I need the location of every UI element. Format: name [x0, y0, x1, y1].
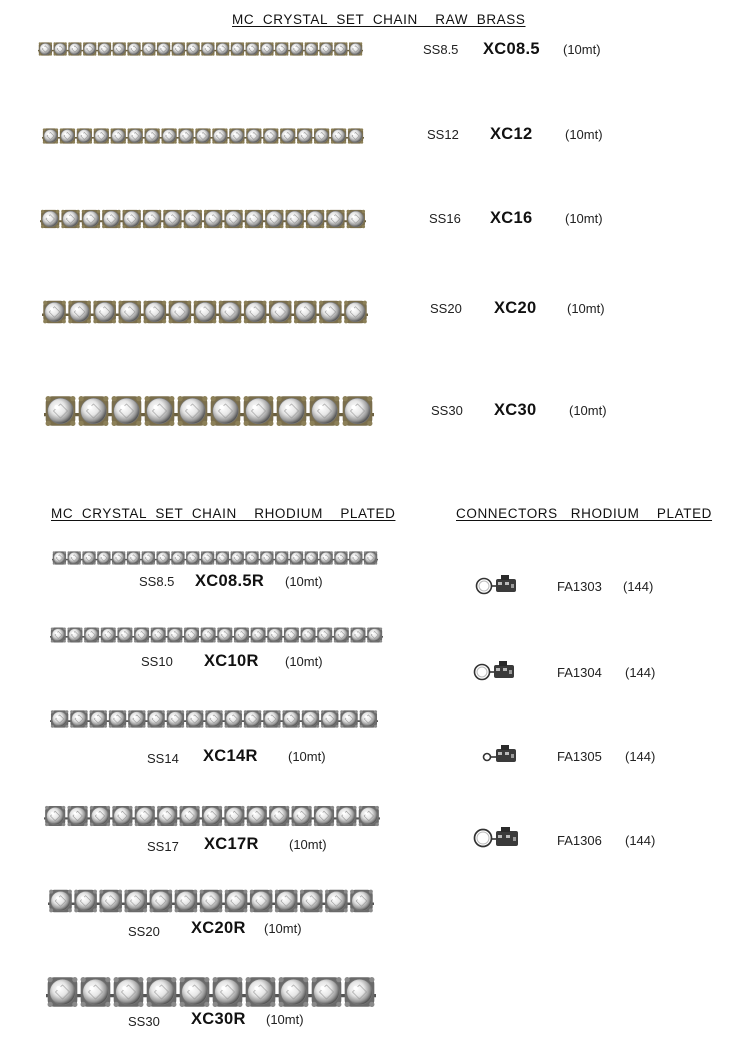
chain-image-xc10r [50, 623, 383, 647]
raw-brass-heading: MC CRYSTAL SET CHAIN RAW BRASS [232, 12, 526, 27]
chain-image-xc20r [48, 884, 374, 918]
chain-code-label: XC30 [494, 401, 537, 419]
connector-qty-label: (144) [625, 833, 656, 848]
connector-code-label: FA1306 [557, 833, 602, 848]
chain-size-label: SS12 [427, 127, 459, 142]
chain-image-xc17r [44, 800, 380, 832]
connector-qty-label: (144) [625, 665, 656, 680]
chain-image-xc30 [44, 390, 374, 432]
chain-size-label: SS14 [147, 751, 179, 766]
chain-qty-label: (10mt) [565, 127, 603, 142]
chain-size-label: SS8.5 [423, 42, 459, 57]
chain-image-xc08-5 [38, 38, 363, 60]
chain-qty-label: (10mt) [567, 301, 605, 316]
chain-size-label: SS30 [128, 1014, 160, 1029]
chain-image-xc12 [42, 123, 364, 149]
connector-clasp-icon [478, 742, 524, 768]
connector-code-label: FA1305 [557, 749, 602, 764]
connector-ring-icon [470, 824, 526, 852]
chain-qty-label: (10mt) [289, 837, 327, 852]
connector-ring-icon [470, 658, 522, 684]
chain-image-xc20 [42, 294, 368, 330]
chain-size-label: SS30 [431, 403, 463, 418]
chain-size-label: SS17 [147, 839, 179, 854]
rhodium-chain-heading: MC CRYSTAL SET CHAIN RHODIUM PLATED [51, 506, 396, 521]
chain-qty-label: (10mt) [266, 1012, 304, 1027]
chain-code-label: XC08.5 [483, 40, 540, 58]
chain-image-xc30r [46, 970, 376, 1014]
chain-qty-label: (10mt) [288, 749, 326, 764]
connector-code-label: FA1304 [557, 665, 602, 680]
chain-code-label: XC10R [204, 652, 259, 670]
chain-code-label: XC30R [191, 1010, 246, 1028]
chain-qty-label: (10mt) [264, 921, 302, 936]
chain-image-xc08-5r [52, 548, 378, 568]
chain-size-label: SS20 [430, 301, 462, 316]
chain-qty-label: (10mt) [565, 211, 603, 226]
chain-qty-label: (10mt) [563, 42, 601, 57]
chain-code-label: XC12 [490, 125, 533, 143]
connector-qty-label: (144) [623, 579, 654, 594]
chain-qty-label: (10mt) [285, 574, 323, 589]
connector-code-label: FA1303 [557, 579, 602, 594]
chain-size-label: SS16 [429, 211, 461, 226]
chain-qty-label: (10mt) [285, 654, 323, 669]
chain-code-label: XC16 [490, 209, 533, 227]
chain-size-label: SS20 [128, 924, 160, 939]
chain-qty-label: (10mt) [569, 403, 607, 418]
chain-image-xc14r [50, 705, 378, 733]
connectors-heading: CONNECTORS RHODIUM PLATED [456, 506, 713, 521]
chain-code-label: XC17R [204, 835, 259, 853]
connector-ring-icon [472, 572, 524, 598]
chain-code-label: XC14R [203, 747, 258, 765]
chain-code-label: XC08.5R [195, 572, 265, 590]
chain-size-label: SS8.5 [139, 574, 175, 589]
chain-code-label: XC20R [191, 919, 246, 937]
chain-size-label: SS10 [141, 654, 173, 669]
connector-qty-label: (144) [625, 749, 656, 764]
chain-image-xc16 [40, 205, 366, 233]
chain-code-label: XC20 [494, 299, 537, 317]
